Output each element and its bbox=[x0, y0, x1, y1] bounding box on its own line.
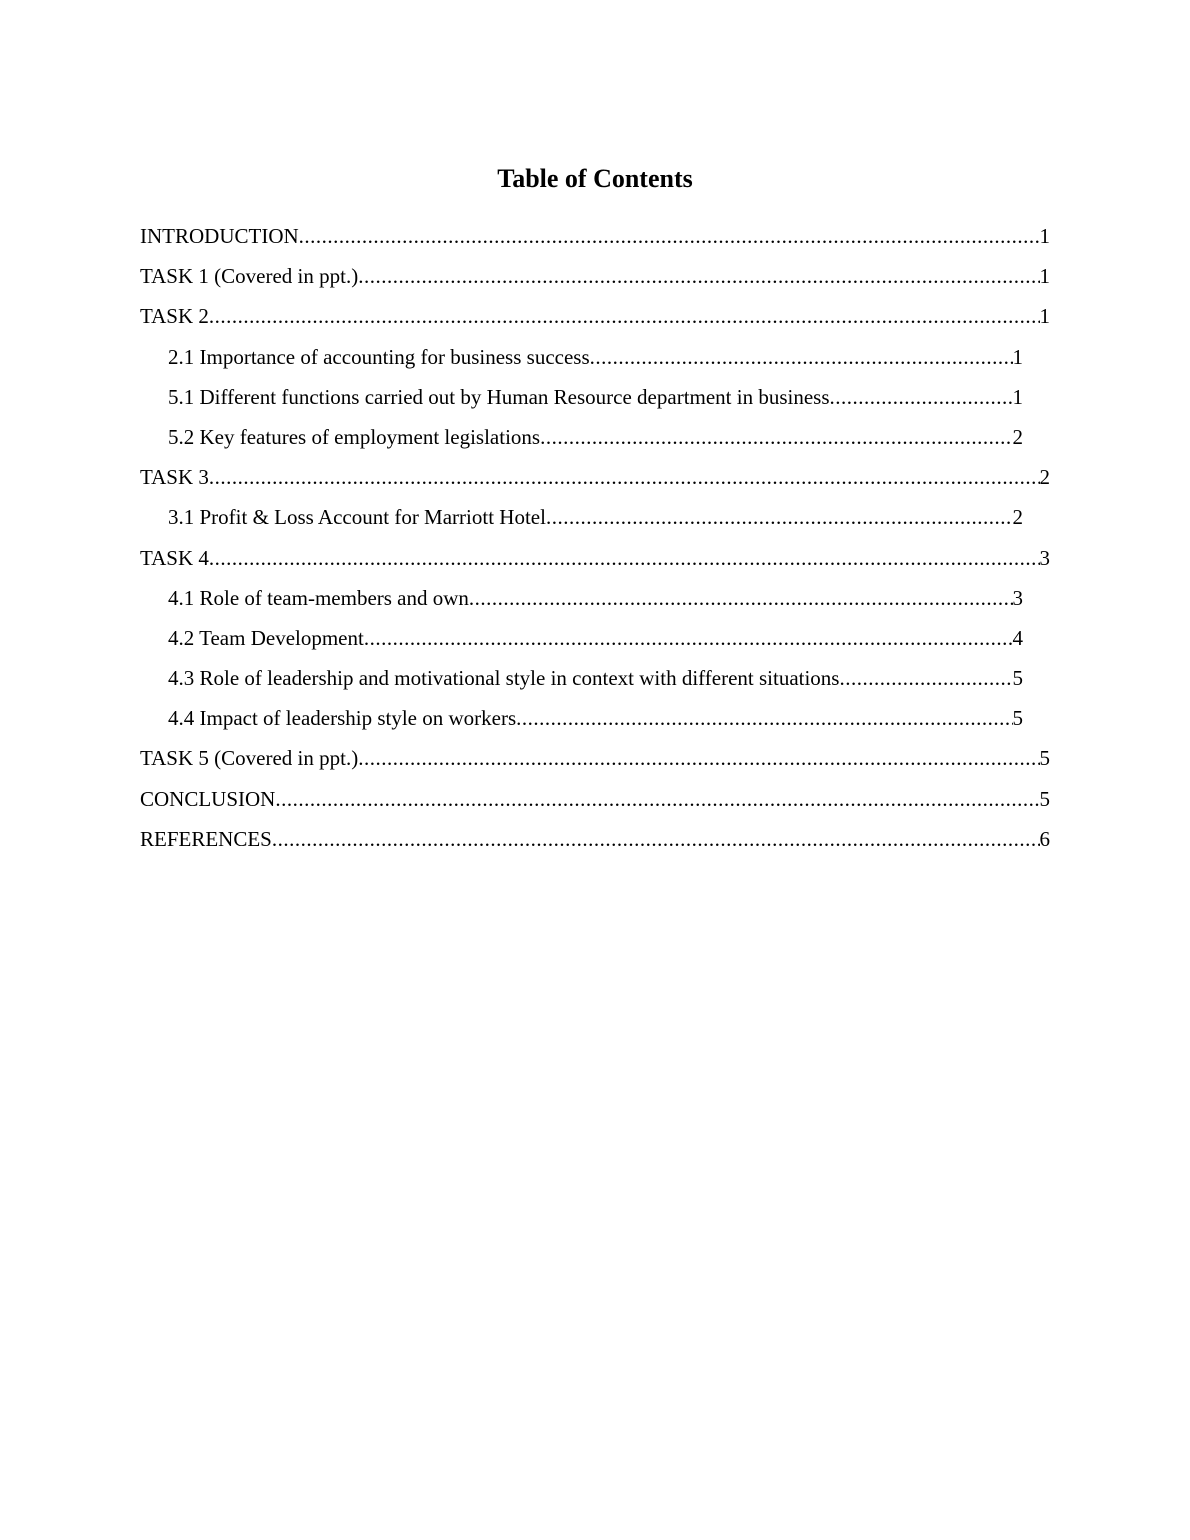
toc-subentry[interactable] bbox=[168, 340, 1023, 380]
toc-dot-leader bbox=[358, 741, 1039, 775]
toc-entry-label: 2.1 Importance of accounting for business success bbox=[168, 344, 590, 369]
toc-entry-page: 1 bbox=[1039, 224, 1050, 248]
toc-entry[interactable] bbox=[140, 299, 1050, 339]
toc-entry-label: 3.1 Profit & Loss Account for Marriott Hotel bbox=[168, 505, 546, 530]
toc-dot-leader bbox=[358, 259, 1039, 293]
toc-subentry[interactable] bbox=[168, 380, 1023, 420]
toc-entry-label: 4.3 Role of leadership and motivational style in context with different situations bbox=[168, 666, 840, 691]
toc-dot-leader bbox=[364, 621, 1013, 655]
toc-subentry[interactable] bbox=[168, 621, 1023, 661]
toc-entry-label: 5.1 Different functions carried out by Human Resource department in business bbox=[168, 384, 830, 409]
toc-entry-page: 1 bbox=[1039, 304, 1050, 329]
toc-dot-leader bbox=[272, 822, 1040, 856]
toc-dot-leader bbox=[275, 782, 1039, 816]
toc-entry-label: TASK 5 (Covered in ppt.) bbox=[140, 746, 359, 771]
toc-subentry[interactable] bbox=[168, 581, 1023, 621]
toc-entry-label: TASK 3 bbox=[140, 465, 209, 490]
toc-entry-page: 1 bbox=[1012, 344, 1023, 369]
toc-entry-page: 1 bbox=[1039, 264, 1050, 289]
toc-entry-page: 3 bbox=[1039, 545, 1050, 570]
toc-entry-label: 4.4 Impact of leadership style on workers bbox=[168, 706, 517, 731]
toc-entry[interactable] bbox=[140, 259, 1050, 299]
toc-dot-leader bbox=[299, 219, 1040, 253]
toc-entry-label: TASK 2 bbox=[140, 304, 209, 329]
toc-entry-page: 6 bbox=[1039, 826, 1050, 851]
toc-entry-page: 2 bbox=[1012, 505, 1023, 530]
toc-title: Table of Contents bbox=[497, 164, 693, 193]
toc-subentry[interactable] bbox=[168, 420, 1023, 460]
toc-entry[interactable] bbox=[140, 541, 1050, 581]
toc-dot-leader bbox=[516, 701, 1012, 735]
toc-entry[interactable] bbox=[140, 822, 1050, 862]
toc-entry-page: 5 bbox=[1012, 706, 1023, 731]
toc-dot-leader bbox=[590, 340, 1013, 374]
toc-entry[interactable] bbox=[140, 460, 1050, 500]
toc-dot-leader bbox=[209, 299, 1040, 333]
toc-entry-page: 2 bbox=[1039, 465, 1050, 490]
toc-dot-leader bbox=[546, 500, 1013, 534]
toc-dot-leader bbox=[209, 541, 1040, 575]
toc-list bbox=[0, 219, 1190, 862]
toc-entry[interactable] bbox=[140, 219, 1050, 259]
toc-entry-label: TASK 1 (Covered in ppt.) bbox=[140, 264, 359, 289]
toc-dot-leader bbox=[830, 380, 1013, 414]
toc-entry-page: 5 bbox=[1012, 666, 1023, 691]
toc-entry[interactable] bbox=[140, 782, 1050, 822]
toc-dot-leader bbox=[540, 420, 1012, 454]
toc-entry-page: 5 bbox=[1039, 786, 1050, 811]
toc-entry-page: 5 bbox=[1039, 746, 1050, 771]
toc-dot-leader bbox=[839, 661, 1012, 695]
toc-entry-page: 1 bbox=[1012, 384, 1023, 409]
toc-entry-label: 5.2 Key features of employment legislations bbox=[168, 424, 541, 449]
toc-dot-leader bbox=[209, 460, 1040, 494]
toc-entry[interactable] bbox=[140, 741, 1050, 781]
toc-entry-label: REFERENCES bbox=[140, 826, 272, 851]
toc-entry-page: 2 bbox=[1012, 424, 1023, 449]
toc-entry-label: 4.1 Role of team-members and own bbox=[168, 585, 469, 610]
toc-dot-leader bbox=[469, 581, 1013, 615]
toc-subentry[interactable] bbox=[168, 661, 1023, 701]
toc-entry-page: 4 bbox=[1012, 625, 1023, 650]
toc-entry-label: INTRODUCTION bbox=[140, 224, 299, 248]
toc-subentry[interactable] bbox=[168, 500, 1023, 540]
toc-entry-label: CONCLUSION bbox=[140, 786, 276, 811]
toc-entry-page: 3 bbox=[1012, 585, 1023, 610]
toc-subentry[interactable] bbox=[168, 701, 1023, 741]
toc-entry-label: TASK 4 bbox=[140, 545, 209, 570]
toc-entry-label: 4.2 Team Development bbox=[168, 625, 364, 650]
